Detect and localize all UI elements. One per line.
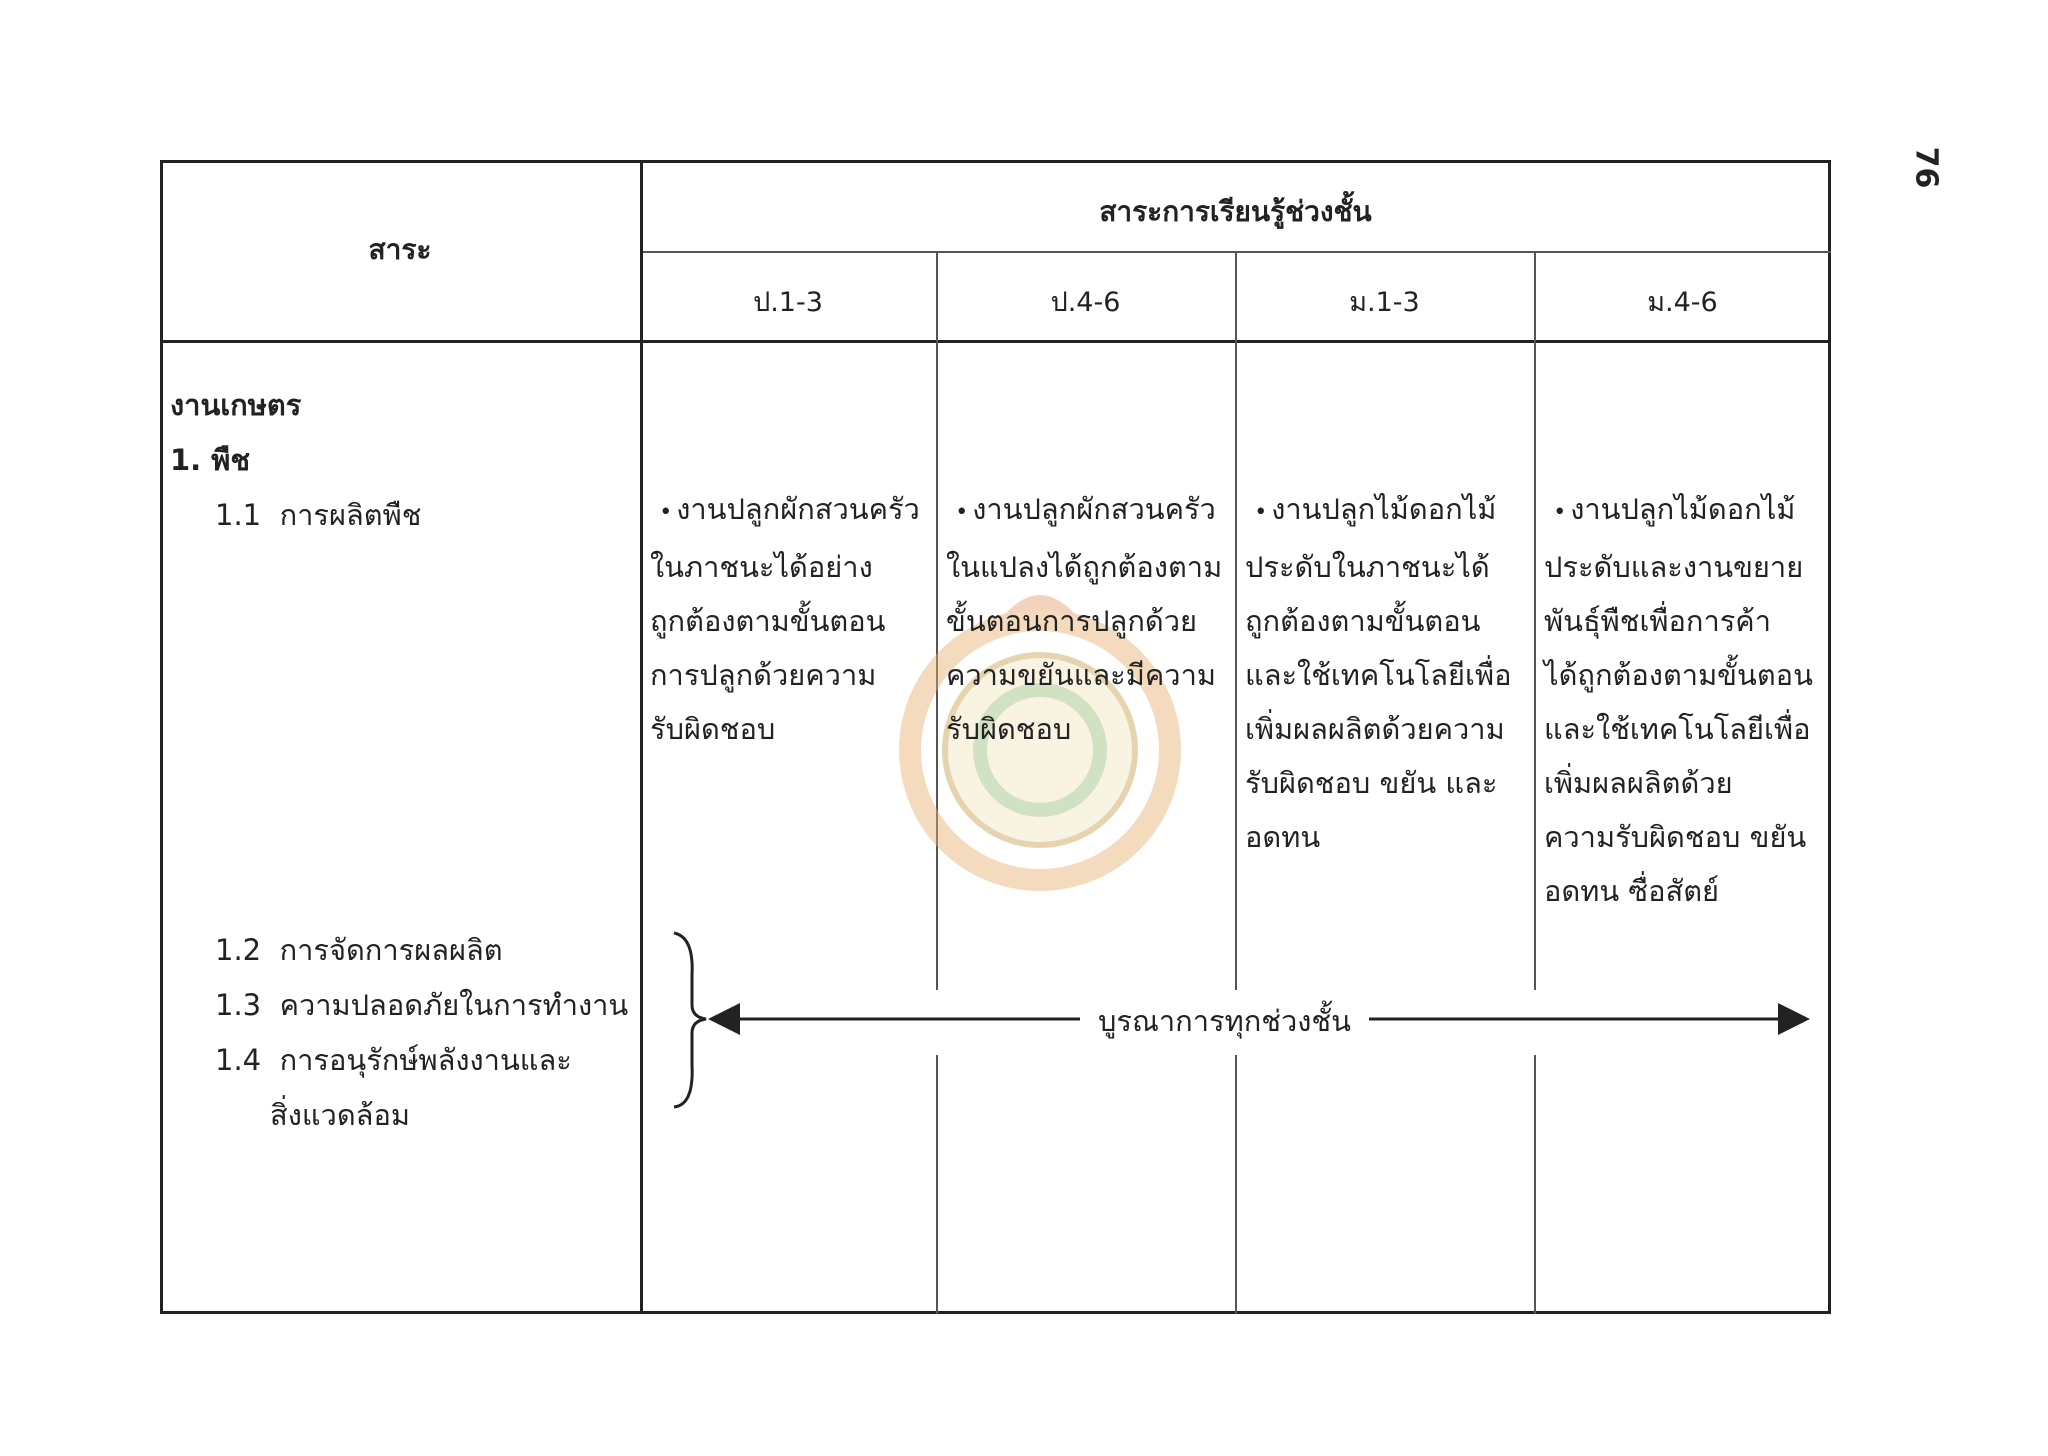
category-heading: งานเกษตร [170,388,302,422]
header-level-m13: ม.1-3 [1349,287,1420,318]
topic-heading: 1. พืช [170,443,251,477]
item-1-3 [215,982,628,1028]
item-label: ความปลอดภัยในการทำงาน [279,988,629,1022]
item-1-4-cont: สิ่งแวดล้อม [270,1098,410,1132]
header-level-p46: ป.4-6 [1050,287,1121,318]
cell-p46 [946,482,1222,756]
cell-line: และใช้เทคโนโลยีเพื่อ [1245,658,1512,692]
item-num: 1.1 [215,498,262,532]
item-num: 1.3 [215,988,262,1022]
cell-m46 [1544,482,1813,918]
item-num: 1.4 [215,1043,262,1077]
header-subject: สาระ [368,233,432,266]
cell-line: อดทน [1245,820,1321,854]
cell-line: • งานปลูกไม้ดอกไม้ [1553,492,1796,526]
cell-line: ความขยันและมีความ [946,658,1216,692]
header-level-p13: ป.1-3 [753,287,823,318]
cell-line: ขั้นตอนการปลูกด้วย [946,604,1197,638]
bullet-icon: • [1553,500,1567,525]
header-learning-content: สาระการเรียนรู้ช่วงชั้น [1099,195,1372,228]
cell-p13 [650,482,920,756]
cell-line: อดทน ซื่อสัตย์ [1544,874,1720,908]
col-divider-2 [1235,251,1237,1314]
cell-line: รับผิดชอบ [650,712,776,746]
cell-line: การปลูกด้วยความ [650,658,877,692]
item-label: การผลิตพืช [279,498,422,532]
cell-line: ในภาชนะได้อย่าง [650,550,873,584]
item-label: การจัดการผลผลิต [279,933,503,967]
item-label: การอนุรักษ์พลังงานและ [279,1043,572,1077]
cell-line: รับผิดชอบ [946,712,1072,746]
cell-line: • งานปลูกผักสวนครัว [659,492,920,526]
item-num: 1.2 [215,933,262,967]
item-1-4 [215,1037,572,1083]
integration-label: บูรณาการทุกช่วงชั้น [1080,998,1369,1044]
cell-line: • งานปลูกไม้ดอกไม้ [1254,492,1497,526]
cell-line: ถูกต้องตามขั้นตอน [650,604,886,638]
cell-line: ความรับผิดชอบ ขยัน [1544,820,1807,854]
cell-line: ได้ถูกต้องตามขั้นตอน [1544,658,1813,692]
cell-line: รับผิดชอบ ขยัน และ [1245,766,1498,800]
col-divider-3 [1534,251,1536,1314]
bullet-icon: • [659,500,673,525]
cell-line: และใช้เทคโนโลยีเพื่อ [1544,712,1811,746]
item-1-1 [215,492,421,538]
cell-line: ในแปลงได้ถูกต้องตาม [946,550,1223,584]
cell-line: ประดับในภาชนะได้ [1245,550,1490,584]
cell-line: พันธุ์พืชเพื่อการค้า [1544,604,1771,638]
subject-divider [640,160,643,1314]
bullet-icon: • [1254,500,1268,525]
cell-line: ถูกต้องตามขั้นตอน [1245,604,1481,638]
header-level-m46: ม.4-6 [1647,287,1718,318]
bullet-icon: • [955,500,969,525]
header-bottom-line [160,340,1831,343]
cell-line: ประดับและงานขยาย [1544,550,1804,584]
cell-m13 [1245,482,1512,864]
cell-line: เพิ่มผลผลิตด้วยความ [1245,712,1505,746]
item-1-2 [215,927,503,973]
page-number: 76 [1908,146,1944,189]
cell-line: • งานปลูกผักสวนครัว [955,492,1216,526]
cell-line: เพิ่มผลผลิตด้วย [1544,766,1733,800]
